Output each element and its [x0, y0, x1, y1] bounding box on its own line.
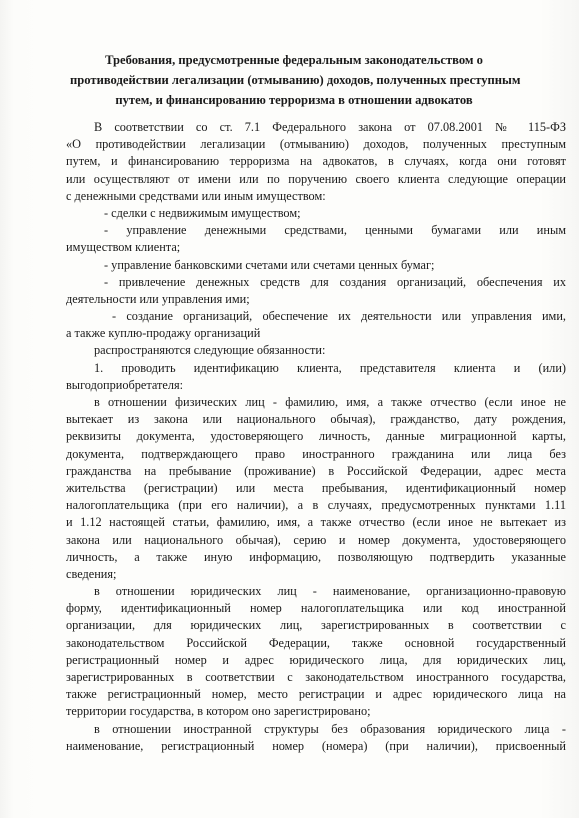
text-line: в отношении иностранной структуры без образования юридического лица - [94, 721, 566, 736]
text-line: регистрационный номер и адрес юридического лица, для юридических лиц, [66, 652, 566, 667]
text-line: выгодоприобретателя: [66, 377, 184, 392]
title-line: путем, и финансированию терроризма в отношении адвокатов [115, 93, 473, 107]
text-line: документа, подтверждающего право иностранного гражданина или лица без [66, 446, 566, 461]
text-line: также регистрационный номер, место регистрации и адрес юридического лица на [66, 687, 566, 702]
document-title [70, 50, 521, 110]
text-line: 1. проводить идентификацию клиента, представителя клиента и (или) [94, 360, 566, 375]
text-line: в отношении юридических лиц - наименование, организационно-правовую [94, 584, 566, 599]
text-line: наименование, регистрационный номер (номера) (при наличии), присвоенный [66, 738, 566, 753]
text-line: жительства (регистрации) или места пребывания, идентификационный номер [66, 480, 566, 495]
text-line: распространяются следующие обязанности: [94, 343, 326, 358]
text-line: - привлечение денежных средств для создания организаций, обеспечения их [104, 274, 566, 289]
text-line: гражданства на пребывание (проживание) в Российской Федерации, адрес места [66, 463, 566, 478]
text-line: имуществом клиента; [66, 240, 181, 255]
text-line: личность, а также иную информацию, позволяющую подтвердить указанные [66, 549, 566, 564]
text-line: «О противодействии легализации (отмыванию) доходов, полученных преступным [66, 137, 566, 152]
text-line: - управление денежными средствами, ценными бумагами или иным [104, 223, 566, 238]
text-line: территории государства, в котором оно зарегистрировано; [66, 704, 371, 719]
text-line: вытекает из закона или национального обычая), гражданство, дату рождения, [66, 412, 566, 427]
text-line: законодательством Российской Федерации, также основной государственный [66, 635, 566, 650]
title-line: противодействии легализации (отмыванию) доходов, полученных преступным [70, 73, 521, 87]
text-line: - управление банковскими счетами или счетами ценных бумаг; [104, 257, 435, 272]
text-line: форму, идентификационный номер налогоплательщика или код иностранной [66, 601, 566, 616]
text-line: организации, для юридических лиц, зарегистрированных в соответствии с [66, 618, 566, 633]
text-line: путем, и финансированию терроризма на адвокатов, в случаях, когда они готовят [66, 154, 566, 169]
text-line: - создание организаций, обеспечение их деятельности или управления ими, [112, 309, 566, 324]
text-line: с денежными средствами или иным имуществом: [66, 188, 326, 203]
text-line: В соответствии со ст. 7.1 Федерального закона от 07.08.2001 № 115-ФЗ [94, 120, 566, 134]
title-line: Требования, предусмотренные федеральным законодательством о [105, 53, 483, 67]
text-line: - сделки с недвижимым имуществом; [104, 205, 301, 220]
document-body [66, 119, 566, 755]
text-line: реквизиты документа, удостоверяющего личность, данные миграционной карты, [66, 429, 566, 444]
text-line: закона или национального обычая), серию и номер документа, удостоверяющего [66, 532, 566, 547]
text-line: или осуществляют от имени или по поручению своего клиента следующие операции [66, 171, 566, 186]
text-line: сведения; [66, 566, 117, 581]
text-line: и 1.12 настоящей статьи, фамилию, имя, а также отчество (если иное не вытекает из [66, 515, 566, 530]
text-line: налогоплательщика (при его наличии), а в случаях, предусмотренных пунктами 1.11 [66, 498, 566, 513]
text-line: в отношении физических лиц - фамилию, имя, а также отчество (если иное не [94, 395, 566, 409]
text-line: деятельности или управления ими; [66, 291, 250, 306]
text-line: а также куплю-продажу организаций [66, 326, 261, 341]
text-line: зарегистрированных в соответствии с законодательством иностранного государства, [66, 670, 566, 684]
